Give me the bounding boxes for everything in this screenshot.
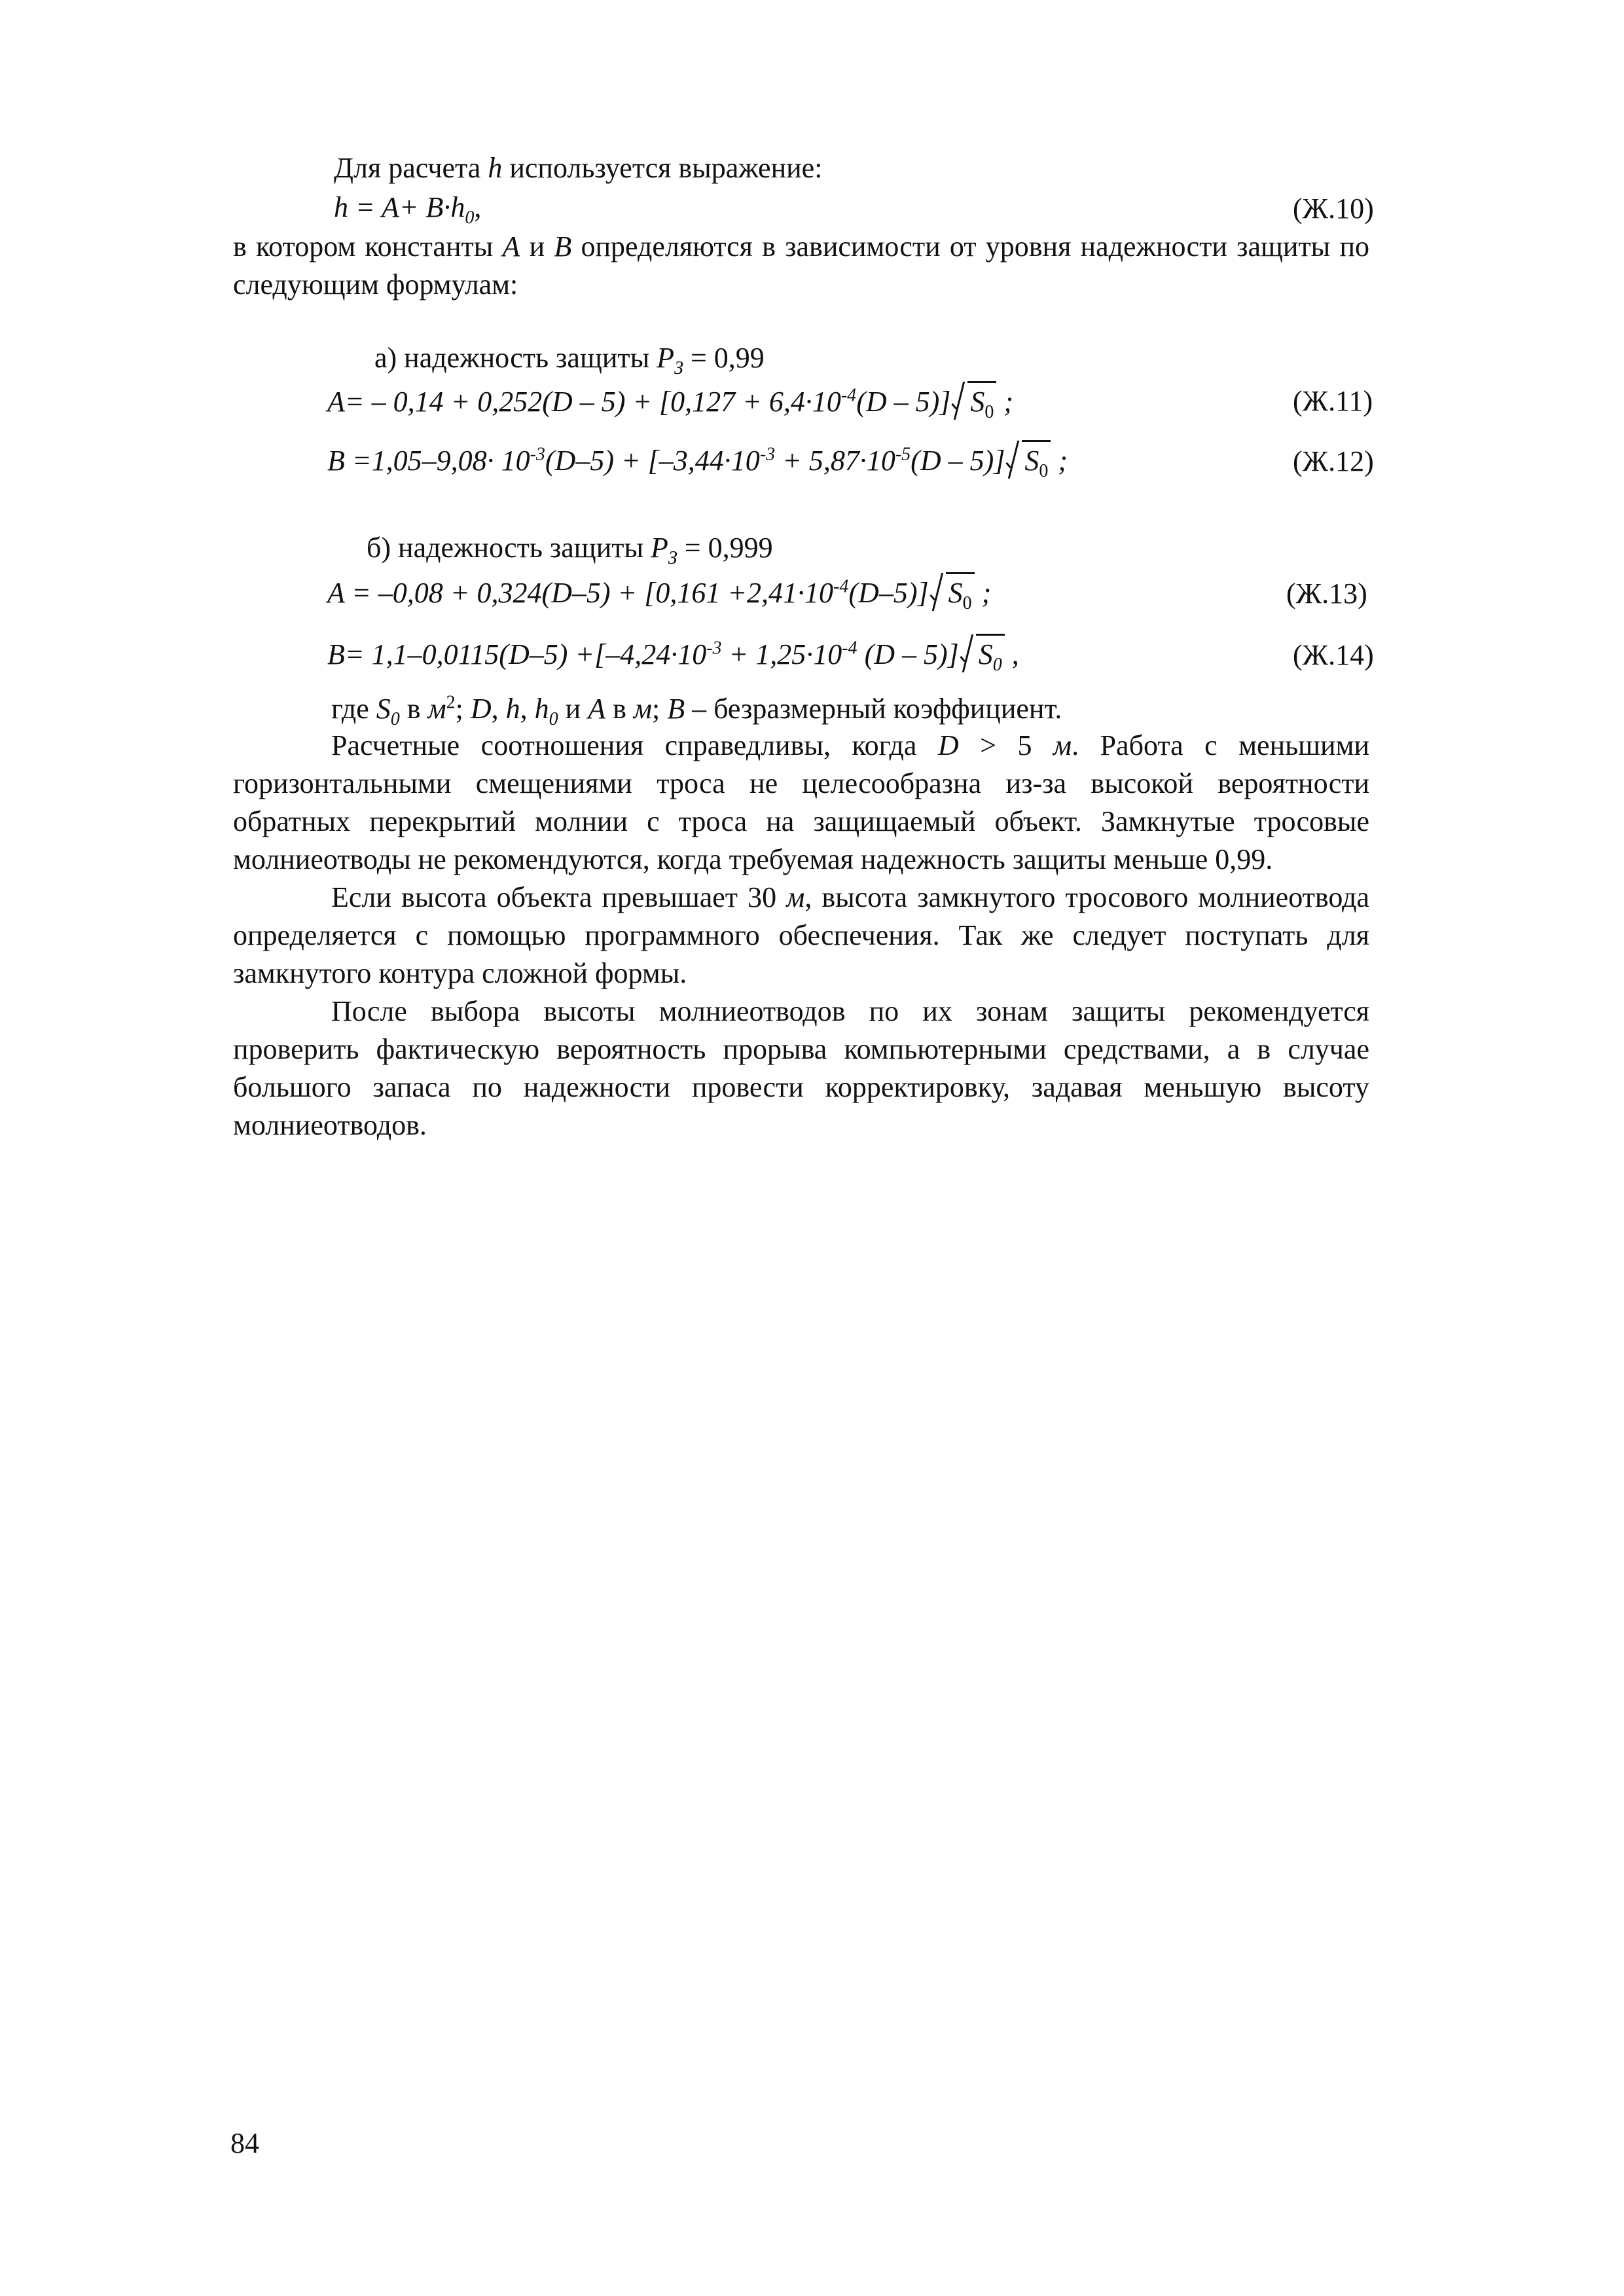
sqrt-symbol: $S_0$ <box>1007 440 1051 480</box>
units-line: где $S_0$ в $м^2$; D, h, $h_0$ и A в м; B – безразмерный коэффициент. <box>331 692 1062 729</box>
paragraph-height: Если высота объекта превышает 30 м, высота замкнутого тросового молниеотвода определяется с помощью программного обеспечения. Так же следует поступать для замкнутого контура сложной формы. <box>233 881 1369 989</box>
paragraph-verification: После выбора высоты молниеотводов по их зонам защиты рекомендуется проверить фактическую вероятность прорыва компьютерными средствами, а в случае большого запаса по надежности провести корректировку, задавая меньшую высоту молниеотводов. <box>233 995 1369 1141</box>
sqrt-symbol: $S_0$ <box>962 634 1005 674</box>
equation-13: $A = -0,08 + 0,324(D-5) + [0,161 +2,41\cdot 10^{-4}(D-5)]$ $S_0$ ; <box>327 572 991 612</box>
equation-number-13: (Ж.13) <box>1286 577 1367 610</box>
sqrt-symbol: $S_0$ <box>931 572 975 612</box>
sqrt-symbol: $S_0$ <box>953 381 996 421</box>
equation-10: $h = A+ B\cdot h_0$, <box>334 191 482 228</box>
case-a-heading: а) надежность защиты $P_З = 0,99$ <box>374 342 765 378</box>
equation-number-10: (Ж.10) <box>1293 192 1374 225</box>
equation-14: $B= 1,1-0,0115(D-5) +[-4,24\cdot 10^{-3} + 1,25\cdot 10^{-4}$ (D – 5)] $S_0$ , <box>327 634 1019 674</box>
page-number: 84 <box>230 2127 259 2159</box>
equation-number-11: (Ж.11) <box>1293 385 1373 417</box>
equation-12: $B =1,05-9,08\cdot 10^{-3}(D-5) + [-3,44\cdot 10^{-3} + 5,87\cdot 10^{-5}(D - 5)]$ $S_0$ ; <box>327 440 1068 480</box>
equation-number-14: (Ж.14) <box>1293 639 1374 671</box>
body-paragraphs <box>233 727 1369 1144</box>
constants-paragraph: в котором константы A и B определяются в зависимости от уровня надежности защиты по следующим формулам: <box>233 230 1369 301</box>
case-b-heading: б) надежность защиты $P_З = 0,999$ <box>367 532 773 568</box>
paragraph-conditions: Расчетные соотношения справедливы, когда D > 5 м. Работа с меньшими горизонтальными смещениями троса не целесообразна из-за высокой вероятности обратных перекрытий молнии с троса на защищаемый объект. Замкнутые тросовые молниеотводы не рекомендуются, когда требуемая надежность защиты меньше 0,99. <box>233 729 1369 875</box>
equation-number-12: (Ж.12) <box>1293 445 1374 477</box>
intro-line: Для расчета h используется выражение: <box>334 152 823 184</box>
equation-11: $A= - 0,14 + 0,252(D - 5) + [0,127 + 6,4\cdot 10^{-4}(D - 5)]$ $S_0$ ; <box>327 381 1013 421</box>
